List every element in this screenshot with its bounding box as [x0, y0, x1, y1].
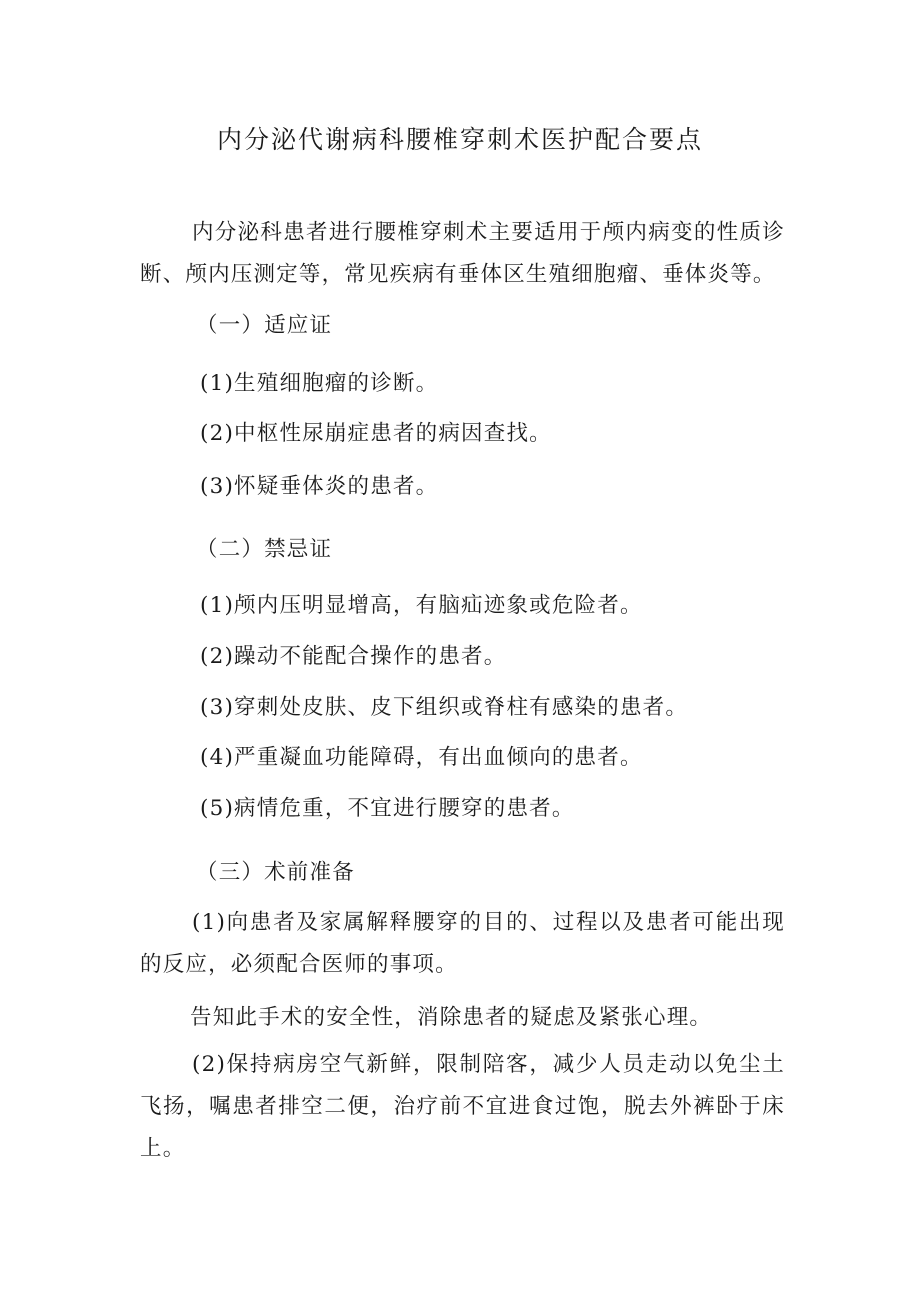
- section-heading-contraindications: （二）禁忌证: [196, 537, 333, 562]
- list-item: (2)中枢性尿崩症患者的病因查找。: [200, 421, 552, 446]
- preparation-paragraph: (2)保持病房空气新鲜，限制陪客，减少人员走动以免尘土飞扬，嘱患者排空二便，治疗前不宜进食过饱，脱去外裤卧于床上。: [140, 1052, 785, 1161]
- document-title: 内分泌代谢病科腰椎穿刺术医护配合要点: [216, 125, 703, 154]
- list-item: (3)怀疑垂体炎的患者。: [200, 474, 439, 499]
- list-item: (1)生殖细胞瘤的诊断。: [200, 371, 439, 396]
- list-item: (2)躁动不能配合操作的患者。: [200, 644, 507, 669]
- preparation-paragraph: (1)向患者及家属解释腰穿的目的、过程以及患者可能出现的反应，必须配合医师的事项。: [140, 910, 785, 977]
- section-heading-preparation: （三）术前准备: [196, 860, 355, 885]
- section-heading-indications: （一）适应证: [196, 313, 333, 338]
- list-item: (1)颅内压明显增高，有脑疝迹象或危险者。: [200, 593, 643, 618]
- intro-paragraph: 内分泌科患者进行腰椎穿刺术主要适用于颅内病变的性质诊断、颅内压测定等，常见疾病有垂体区生殖细胞瘤、垂体炎等。: [140, 220, 785, 287]
- list-item: (5)病情危重，不宜进行腰穿的患者。: [200, 796, 575, 821]
- list-item: (4)严重凝血功能障碍，有出血倾向的患者。: [200, 745, 643, 770]
- list-item: (3)穿刺处皮肤、皮下组织或脊柱有感染的患者。: [200, 695, 689, 720]
- preparation-paragraph: 告知此手术的安全性，消除患者的疑虑及紧张心理。: [190, 1005, 713, 1030]
